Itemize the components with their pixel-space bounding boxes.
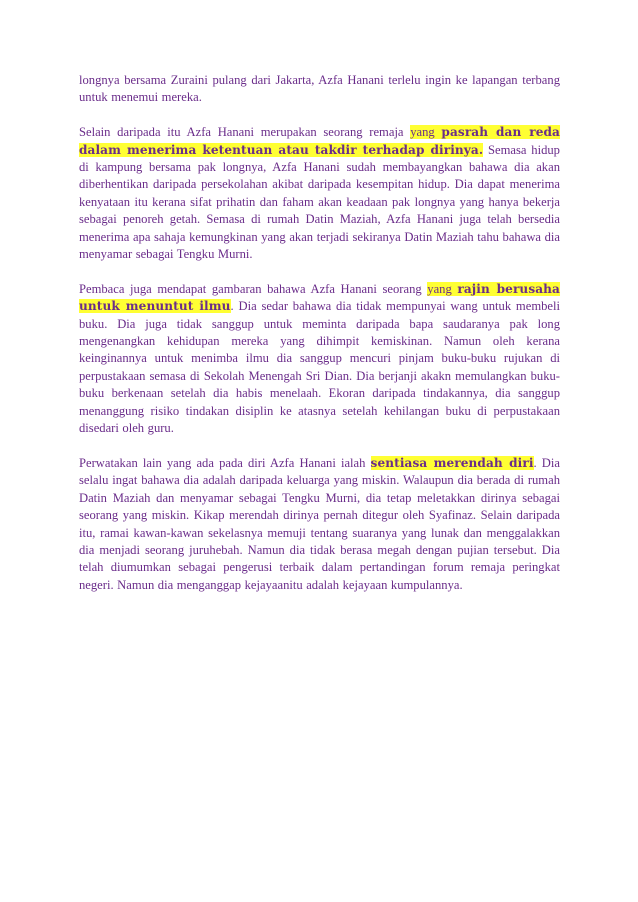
paragraph-2-before: Selain daripada itu Azfa Hanani merupakan seorang remaja <box>79 125 411 140</box>
paragraph-2-highlight-word: yang <box>410 125 435 140</box>
paragraph-4-after: . Dia selalu ingat bahawa dia adalah daripada keluarga yang miskin. Walaupun dia berada di rumah Datin Maziah dan menyamar sebagai Tengku Murni, dia tetap meletakkan dirinya sebagai seorang yang miskin. Kikap merendah dirinya pernah ditegur oleh Syafinaz. Selain daripada itu, ramai kawan-kawan sekelasnya memuji tentang suaranya yang lunak dan menggalakkan dia menjadi seorang juruhebah. Namun dia tidak berasa megah dengan pujian tersebut. Dia telah diumumkan sebagai pengerusi terbaik dalam pertandingan forum remaja peringkat negeri. Namun dia menganggap kejayaanitu adalah kejayaan kumpulannya. <box>79 455 560 592</box>
paragraph-2-highlight-bold: pasrah dan reda dalam menerima ketentuan atau takdir terhadap dirinya. <box>79 125 560 157</box>
paragraph-3-highlight-bold: rajin berusaha untuk menuntut ilmu <box>79 281 560 314</box>
paragraph-3-before: Pembaca juga mendapat gambaran bahawa Azfa Hanani seorang <box>79 281 428 296</box>
paragraph-3-highlight-plain <box>427 282 457 296</box>
paragraph-4-highlight-bold: sentiasa merendah diri <box>370 455 534 470</box>
paragraph-1 <box>79 72 560 107</box>
paragraph-1-text: longnya bersama Zuraini pulang dari Jakarta, Azfa Hanani terlelu ingin ke lapangan terbang untuk menemui mereka. <box>79 73 560 105</box>
paragraph-3-highlight-word: yang <box>427 281 452 296</box>
paragraph-4-before: Perwatakan lain yang ada pada diri Azfa Hanani ialah <box>79 455 371 470</box>
paragraph-4 <box>79 455 560 594</box>
paragraph-3-after: . Dia sedar bahawa dia tidak mempunyai wang untuk membeli buku. Dia juga tidak sanggup untuk meminta daripada bapa saudaranya pak long mengenangkan kehidupan mereka yang dihimpit kemiskinan. Namun oleh kerana keinginannya untuk menimba ilmu dia sanggup mencuri pinjam buku-buku rujukan di perpustakaan semasa di Sekolah Menengah Sri Dian. Dia berjanji akakn memulangkan buku-buku berkenaan setelah dia habis menelaah. Ekoran daripada tindakannya, dia sanggup menanggung risiko tindakan disiplin ke atasnya setelah kehilangan buku di perpustakaan disedari oleh guru. <box>79 299 560 436</box>
paragraph-2 <box>79 124 560 263</box>
paragraph-2-highlight-plain <box>410 125 441 139</box>
paragraph-2-after: Semasa hidup di kampung bersama pak longnya, Azfa Hanani sudah membayangkan bahawa dia akan diberhentikan daripada persekolahan akibat daripada kesempitan hidup. Dia dapat menerima kenyataan itu kerana sifat prihatin dan faham akan keadaan pak longnya yang hanya bekerja sebagai penoreh getah. Semasa di rumah Datin Maziah, Azfa Hanani juga telah bersedia menerima apa sahaja kemungkinan yang akan terjadi sekiranya Datin Maziah tahu bahawa dia menyamar sebagai Tengku Murni. <box>79 142 560 262</box>
document-page <box>79 72 560 612</box>
paragraph-3 <box>79 281 560 438</box>
